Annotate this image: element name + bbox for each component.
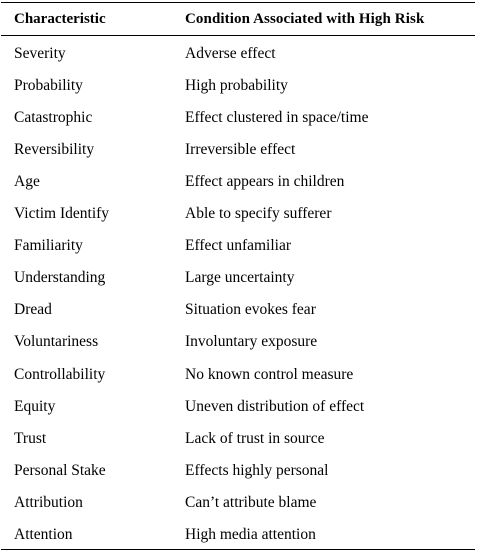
characteristic-cell: Familiarity	[14, 237, 83, 255]
condition-cell: No known control measure	[185, 365, 354, 383]
table-row	[0, 38, 477, 69]
condition-cell: Involuntary exposure	[185, 333, 318, 351]
characteristic-cell: Attribution	[14, 493, 83, 511]
table-row	[0, 423, 477, 454]
characteristic-cell: Equity	[14, 397, 56, 415]
table-row	[0, 294, 477, 325]
table-row	[0, 166, 477, 197]
characteristic-cell: Attention	[14, 525, 73, 543]
table-row	[0, 262, 477, 293]
condition-cell: High media attention	[185, 525, 316, 543]
table-row	[0, 102, 477, 133]
condition-cell: Adverse effect	[185, 45, 276, 62]
condition-cell: Large uncertainty	[185, 269, 295, 287]
table-row	[0, 487, 477, 518]
table-row	[0, 455, 477, 486]
table-row	[0, 230, 477, 261]
characteristic-cell: Catastrophic	[14, 109, 93, 127]
table-bottom-rule	[1, 549, 475, 550]
characteristic-cell: Understanding	[14, 269, 106, 287]
condition-cell: Lack of trust in source	[185, 429, 325, 447]
table-header-row	[0, 2, 477, 35]
table-row	[0, 519, 477, 550]
characteristic-cell: Personal Stake	[14, 461, 106, 479]
condition-cell: Able to specify sufferer	[185, 205, 332, 223]
condition-cell: Irreversible effect	[185, 141, 296, 159]
condition-cell: Effect unfamiliar	[185, 237, 292, 255]
table-header-rule	[1, 35, 475, 36]
column-header-condition: Condition Associated with High Risk	[185, 11, 425, 27]
table-row	[0, 70, 477, 101]
characteristic-cell: Dread	[14, 301, 52, 319]
table-row	[0, 198, 477, 229]
characteristic-cell: Controllability	[14, 365, 106, 383]
table-row	[0, 391, 477, 422]
characteristic-cell: Reversibility	[14, 141, 95, 159]
condition-cell: Effect clustered in space/time	[185, 109, 369, 127]
condition-cell: Effects highly personal	[185, 461, 329, 479]
table-row	[0, 359, 477, 390]
characteristic-cell: Age	[14, 173, 40, 191]
characteristic-cell: Trust	[14, 429, 47, 447]
characteristic-cell: Voluntariness	[14, 333, 99, 351]
table-row	[0, 326, 477, 357]
condition-cell: Can’t attribute blame	[185, 493, 317, 511]
column-header-characteristic: Characteristic	[14, 11, 106, 27]
characteristic-cell: Victim Identify	[14, 205, 110, 223]
condition-cell: High probability	[185, 77, 288, 95]
condition-cell: Effect appears in children	[185, 173, 345, 191]
condition-cell: Uneven distribution of effect	[185, 397, 365, 415]
table-row	[0, 134, 477, 165]
characteristic-cell: Probability	[14, 77, 83, 95]
condition-cell: Situation evokes fear	[185, 301, 316, 319]
characteristic-cell: Severity	[14, 45, 66, 62]
